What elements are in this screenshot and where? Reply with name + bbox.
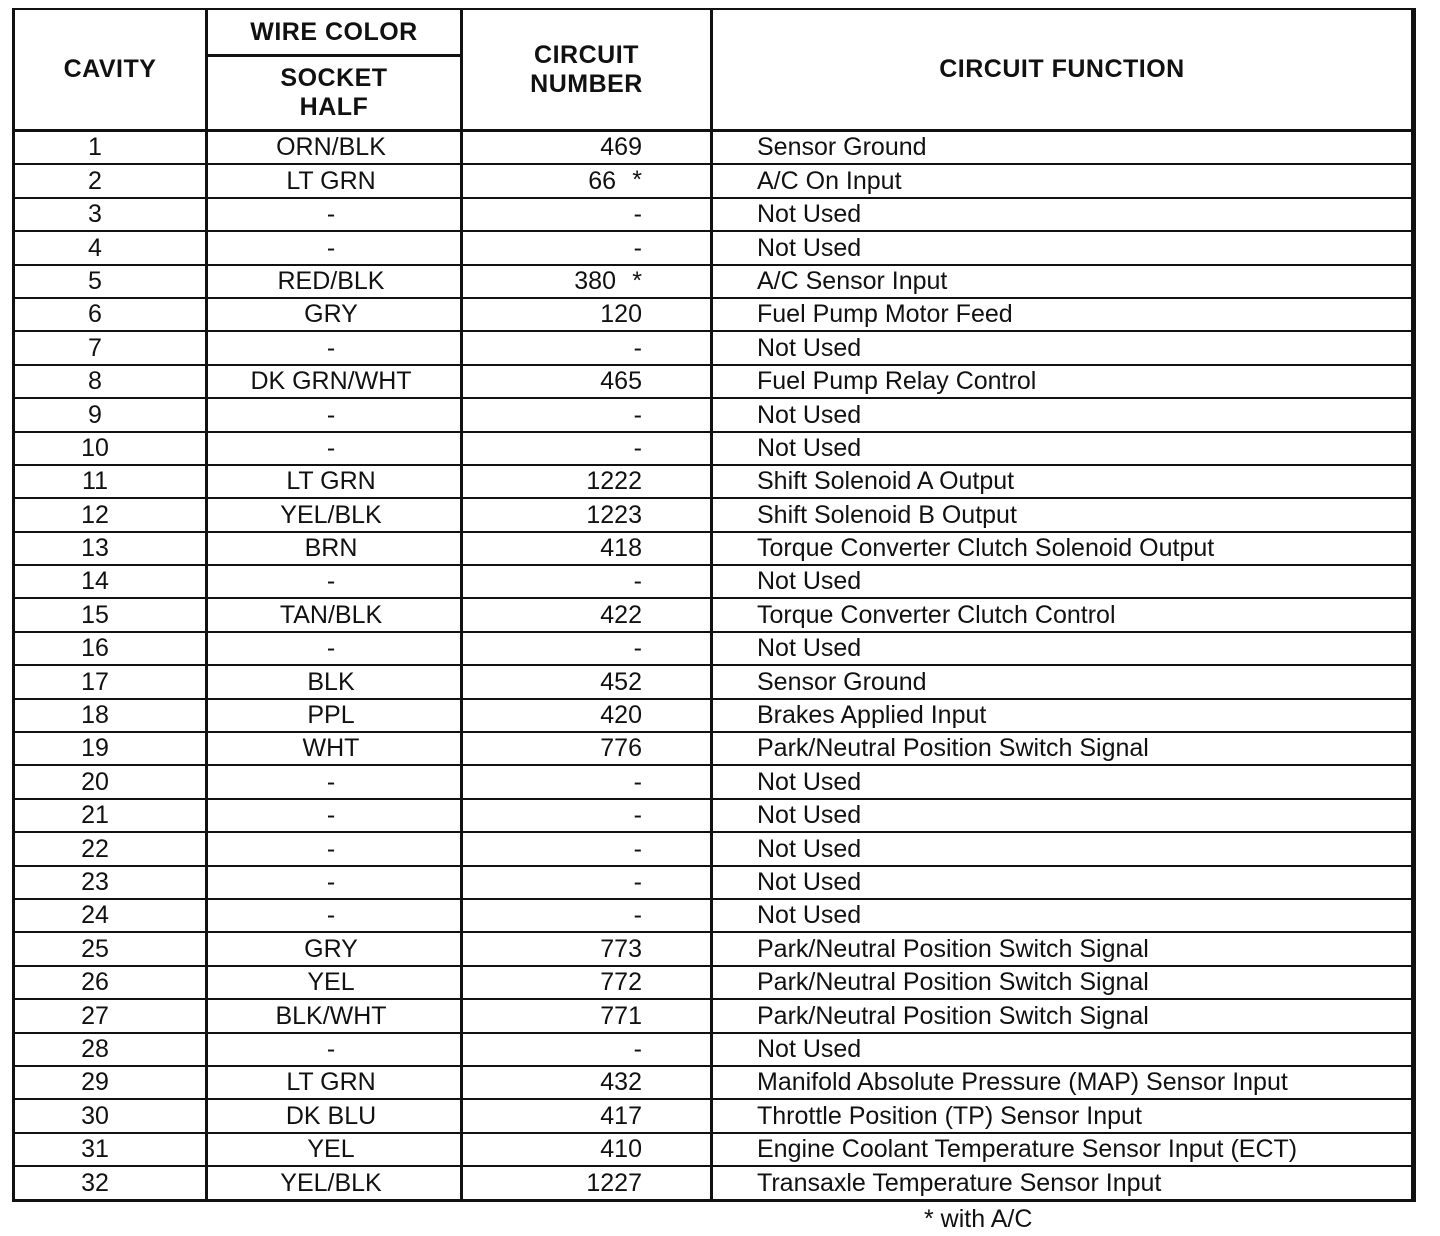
circuit-number: 410 <box>600 1135 642 1164</box>
cavity-cell: 25 <box>14 932 207 965</box>
wire-color-cell: PPL <box>207 699 462 732</box>
wire-color-cell: DK BLU <box>207 1099 462 1132</box>
wire-color-cell: BRN <box>207 532 462 565</box>
table-row <box>14 1066 1414 1099</box>
circuit-number: 771 <box>600 1001 642 1030</box>
circuit-number: - <box>633 801 642 830</box>
circuit-number: - <box>633 233 642 262</box>
wire-color-cell: BLK/WHT <box>207 999 462 1032</box>
circuit-number: 1227 <box>586 1168 642 1197</box>
circuit-number-cell <box>462 1066 712 1099</box>
circuit-number-cell <box>462 632 712 665</box>
circuit-number-cell <box>462 799 712 832</box>
circuit-number-cell <box>462 265 712 298</box>
cavity-cell: 14 <box>14 565 207 598</box>
table-row <box>14 832 1414 865</box>
table-row <box>14 699 1414 732</box>
wire-color-cell: WHT <box>207 732 462 765</box>
circuit-number-cell <box>462 432 712 465</box>
cavity-cell: 1 <box>14 131 207 165</box>
cavity-cell: 24 <box>14 899 207 932</box>
circuit-function-cell: Manifold Absolute Pressure (MAP) Sensor Input <box>712 1066 1414 1099</box>
cavity-cell: 27 <box>14 999 207 1032</box>
cavity-cell: 30 <box>14 1099 207 1132</box>
circuit-number-cell <box>462 465 712 498</box>
circuit-number-cell <box>462 899 712 932</box>
circuit-function-cell: Sensor Ground <box>712 131 1414 165</box>
circuit-number: 380 <box>574 266 616 295</box>
table-row <box>14 298 1414 331</box>
circuit-number: - <box>633 767 642 796</box>
circuit-number: 418 <box>600 534 642 563</box>
circuit-function-cell: Torque Converter Clutch Solenoid Output <box>712 532 1414 565</box>
table-row <box>14 1033 1414 1066</box>
cavity-cell: 16 <box>14 632 207 665</box>
circuit-function-cell: Shift Solenoid B Output <box>712 498 1414 531</box>
table-row <box>14 398 1414 431</box>
wire-color-cell: - <box>207 565 462 598</box>
cavity-cell: 19 <box>14 732 207 765</box>
circuit-function-cell: Not Used <box>712 198 1414 231</box>
header-circuit-number-text: CIRCUIT NUMBER <box>530 40 643 98</box>
circuit-number-cell <box>462 298 712 331</box>
circuit-function-cell: Not Used <box>712 331 1414 364</box>
table-row <box>14 1133 1414 1166</box>
table-row <box>14 598 1414 631</box>
wire-color-cell: GRY <box>207 932 462 965</box>
table-body <box>14 131 1414 1201</box>
circuit-function-cell: Not Used <box>712 832 1414 865</box>
cavity-cell: 9 <box>14 398 207 431</box>
circuit-number: - <box>633 834 642 863</box>
circuit-function-cell: Throttle Position (TP) Sensor Input <box>712 1099 1414 1132</box>
circuit-function-cell: Not Used <box>712 866 1414 899</box>
circuit-number: 422 <box>600 600 642 629</box>
circuit-function-cell: Engine Coolant Temperature Sensor Input (ECT) <box>712 1133 1414 1166</box>
circuit-number-cell <box>462 532 712 565</box>
circuit-number: 417 <box>600 1101 642 1130</box>
circuit-function-cell: Not Used <box>712 899 1414 932</box>
cavity-cell: 29 <box>14 1066 207 1099</box>
circuit-number: 420 <box>600 701 642 730</box>
circuit-function-cell: Sensor Ground <box>712 665 1414 698</box>
wire-color-cell: - <box>207 765 462 798</box>
circuit-function-cell: Not Used <box>712 398 1414 431</box>
circuit-number-cell <box>462 699 712 732</box>
table-row <box>14 432 1414 465</box>
circuit-function-cell: Fuel Pump Motor Feed <box>712 298 1414 331</box>
cavity-cell: 22 <box>14 832 207 865</box>
circuit-function-cell: Brakes Applied Input <box>712 699 1414 732</box>
wire-color-cell: - <box>207 432 462 465</box>
circuit-function-cell: Transaxle Temperature Sensor Input <box>712 1166 1414 1200</box>
table-row <box>14 932 1414 965</box>
wire-color-cell: - <box>207 632 462 665</box>
cavity-cell: 18 <box>14 699 207 732</box>
ac-footnote-mark: * <box>632 166 642 195</box>
circuit-number: - <box>633 901 642 930</box>
header-circuit-function: CIRCUIT FUNCTION <box>712 9 1414 131</box>
wire-color-cell: YEL/BLK <box>207 1166 462 1200</box>
wire-color-cell: RED/BLK <box>207 265 462 298</box>
circuit-number: - <box>633 333 642 362</box>
circuit-number: 465 <box>600 367 642 396</box>
circuit-number: - <box>633 433 642 462</box>
cavity-cell: 15 <box>14 598 207 631</box>
header-socket-half <box>207 56 462 131</box>
circuit-number-cell <box>462 331 712 364</box>
wire-color-cell: GRY <box>207 298 462 331</box>
circuit-number: 1223 <box>586 500 642 529</box>
wire-color-cell: - <box>207 832 462 865</box>
cavity-cell: 7 <box>14 331 207 364</box>
wire-color-cell: - <box>207 899 462 932</box>
wire-color-cell: LT GRN <box>207 1066 462 1099</box>
circuit-number: - <box>633 634 642 663</box>
circuit-number: 469 <box>600 133 642 162</box>
circuit-function-cell: Not Used <box>712 231 1414 264</box>
circuit-number-cell <box>462 932 712 965</box>
circuit-number-cell <box>462 1099 712 1132</box>
wire-color-cell: BLK <box>207 665 462 698</box>
circuit-number: 773 <box>600 934 642 963</box>
header-circuit-number <box>462 9 712 131</box>
wire-color-cell: LT GRN <box>207 465 462 498</box>
circuit-number-cell <box>462 565 712 598</box>
table-row <box>14 198 1414 231</box>
circuit-number-cell <box>462 398 712 431</box>
wire-color-cell: DK GRN/WHT <box>207 365 462 398</box>
table-row <box>14 331 1414 364</box>
wire-color-cell: - <box>207 331 462 364</box>
circuit-number-cell <box>462 498 712 531</box>
cavity-cell: 17 <box>14 665 207 698</box>
table-row <box>14 999 1414 1032</box>
table-row <box>14 532 1414 565</box>
circuit-number-cell <box>462 198 712 231</box>
cavity-cell: 3 <box>14 198 207 231</box>
table-row <box>14 632 1414 665</box>
circuit-number: - <box>633 1034 642 1063</box>
circuit-number: 66 <box>588 166 616 195</box>
header-cavity: CAVITY <box>14 9 207 131</box>
connector-pinout-sheet <box>12 8 1412 1202</box>
circuit-number-cell <box>462 1166 712 1200</box>
circuit-number-cell <box>462 131 712 165</box>
wire-color-cell: YEL <box>207 966 462 999</box>
circuit-number: - <box>633 400 642 429</box>
circuit-number: - <box>633 567 642 596</box>
circuit-number: 120 <box>600 300 642 329</box>
circuit-function-cell: Park/Neutral Position Switch Signal <box>712 966 1414 999</box>
cavity-cell: 23 <box>14 866 207 899</box>
table-row <box>14 465 1414 498</box>
circuit-number-cell <box>462 1033 712 1066</box>
circuit-number: 776 <box>600 734 642 763</box>
circuit-number: 1222 <box>586 467 642 496</box>
table-row <box>14 899 1414 932</box>
circuit-function-cell: Not Used <box>712 432 1414 465</box>
circuit-number-cell <box>462 832 712 865</box>
cavity-cell: 13 <box>14 532 207 565</box>
circuit-function-cell: Not Used <box>712 632 1414 665</box>
circuit-number: 452 <box>600 667 642 696</box>
table-row <box>14 565 1414 598</box>
table-row <box>14 164 1414 197</box>
circuit-number: 772 <box>600 968 642 997</box>
table-row <box>14 799 1414 832</box>
circuit-number: - <box>633 867 642 896</box>
cavity-cell: 4 <box>14 231 207 264</box>
circuit-number-cell <box>462 765 712 798</box>
circuit-function-cell: Park/Neutral Position Switch Signal <box>712 932 1414 965</box>
circuit-function-cell: A/C Sensor Input <box>712 265 1414 298</box>
wire-color-cell: LT GRN <box>207 164 462 197</box>
table-row <box>14 1099 1414 1132</box>
wire-color-cell: - <box>207 198 462 231</box>
circuit-number-cell <box>462 231 712 264</box>
table-row <box>14 866 1414 899</box>
circuit-number-cell <box>462 164 712 197</box>
table-row <box>14 732 1414 765</box>
wire-color-cell: ORN/BLK <box>207 131 462 165</box>
cavity-cell: 6 <box>14 298 207 331</box>
cavity-cell: 21 <box>14 799 207 832</box>
cavity-cell: 12 <box>14 498 207 531</box>
cavity-cell: 5 <box>14 265 207 298</box>
pinout-table <box>12 8 1416 1202</box>
circuit-function-cell: A/C On Input <box>712 164 1414 197</box>
cavity-cell: 11 <box>14 465 207 498</box>
cavity-cell: 31 <box>14 1133 207 1166</box>
table-row <box>14 665 1414 698</box>
circuit-function-cell: Not Used <box>712 799 1414 832</box>
circuit-function-cell: Not Used <box>712 1033 1414 1066</box>
wire-color-cell: - <box>207 231 462 264</box>
cavity-cell: 8 <box>14 365 207 398</box>
table-row <box>14 131 1414 165</box>
circuit-number-cell <box>462 665 712 698</box>
circuit-function-cell: Not Used <box>712 765 1414 798</box>
circuit-function-cell: Park/Neutral Position Switch Signal <box>712 999 1414 1032</box>
circuit-function-cell: Shift Solenoid A Output <box>712 465 1414 498</box>
table-row <box>14 966 1414 999</box>
table-row <box>14 231 1414 264</box>
circuit-number-cell <box>462 1133 712 1166</box>
circuit-number: - <box>633 200 642 229</box>
circuit-number-cell <box>462 866 712 899</box>
circuit-function-cell: Park/Neutral Position Switch Signal <box>712 732 1414 765</box>
wire-color-cell: - <box>207 1033 462 1066</box>
table-row <box>14 498 1414 531</box>
circuit-number-cell <box>462 999 712 1032</box>
wire-color-cell: YEL <box>207 1133 462 1166</box>
table-row <box>14 1166 1414 1200</box>
circuit-number: 432 <box>600 1068 642 1097</box>
cavity-cell: 28 <box>14 1033 207 1066</box>
cavity-cell: 2 <box>14 164 207 197</box>
wire-color-cell: - <box>207 866 462 899</box>
table-row <box>14 365 1414 398</box>
cavity-cell: 10 <box>14 432 207 465</box>
table-header <box>14 9 1414 131</box>
table-row <box>14 265 1414 298</box>
circuit-number-cell <box>462 966 712 999</box>
circuit-function-cell: Not Used <box>712 565 1414 598</box>
wire-color-cell: - <box>207 799 462 832</box>
circuit-number-cell <box>462 598 712 631</box>
circuit-number-cell <box>462 732 712 765</box>
cavity-cell: 26 <box>14 966 207 999</box>
circuit-number-cell <box>462 365 712 398</box>
header-wire-color: WIRE COLOR <box>207 9 462 56</box>
footnote: * with A/C <box>924 1205 1033 1233</box>
wire-color-cell: TAN/BLK <box>207 598 462 631</box>
circuit-function-cell: Torque Converter Clutch Control <box>712 598 1414 631</box>
ac-footnote-mark: * <box>632 266 642 295</box>
table-row <box>14 765 1414 798</box>
circuit-function-cell: Fuel Pump Relay Control <box>712 365 1414 398</box>
cavity-cell: 20 <box>14 765 207 798</box>
cavity-cell: 32 <box>14 1166 207 1200</box>
wire-color-cell: YEL/BLK <box>207 498 462 531</box>
wire-color-cell: - <box>207 398 462 431</box>
header-socket-half-text: SOCKET HALF <box>280 64 388 121</box>
